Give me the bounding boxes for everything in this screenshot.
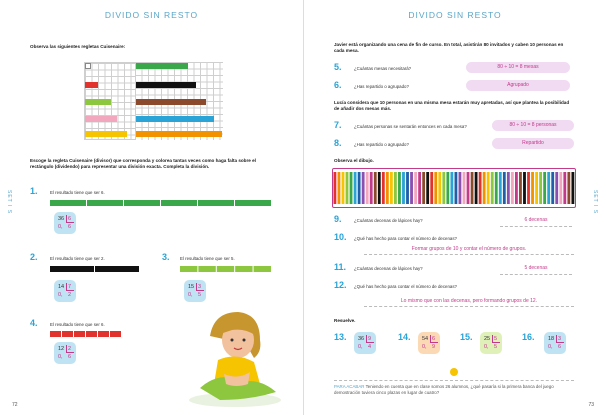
pencil — [483, 172, 486, 204]
pencil — [342, 172, 345, 204]
pencil — [398, 172, 401, 204]
dividend: 15 — [188, 284, 195, 290]
pencil — [551, 172, 554, 204]
dividend: 36 — [358, 336, 365, 342]
pencil — [346, 172, 349, 204]
rod-blue — [136, 116, 214, 122]
dividend: 14 — [58, 284, 65, 290]
quotient: 4 — [368, 344, 372, 350]
remainder: 0, — [188, 292, 193, 298]
dividend-rect — [50, 266, 140, 272]
exercise-number: 14. — [398, 332, 411, 342]
footer-question: Teniendo en cuenta que en clase somos 26 alumnos, ¿qué pasaría si la primera banca del juego demostración tuviera cinco plazas en lugar de cuatro? — [334, 384, 554, 395]
division-line — [196, 290, 204, 291]
answer-pill: Agrupado — [466, 80, 570, 91]
quotient: 6 — [558, 344, 562, 350]
answer-line — [500, 226, 572, 227]
pencil — [422, 172, 425, 204]
exercise-text: El resultado tiene que ser 2. — [50, 256, 105, 261]
right-page — [303, 0, 606, 415]
remainder: 0, — [58, 354, 63, 360]
pencil — [434, 172, 437, 204]
pencil — [475, 172, 478, 204]
pencil — [402, 172, 405, 204]
question-text: ¿Has repartido o agrupado? — [354, 142, 409, 147]
division-line — [556, 342, 564, 343]
question-number: 6. — [334, 80, 342, 90]
dividend: 54 — [422, 336, 429, 342]
quotient: 2 — [68, 292, 72, 298]
page-title: DIVIDO SIN RESTO — [104, 10, 199, 20]
pencil — [378, 172, 381, 204]
page-number: 72 — [12, 402, 18, 408]
division-line — [492, 342, 500, 343]
exercise-text: El resultado tiene que ser 6. — [50, 322, 105, 327]
question-number: 12. — [334, 280, 347, 290]
question-text: ¿Cuántas decenas de lápices hay? — [354, 218, 423, 223]
exercise-text: El resultado tiene que ser 5. — [180, 256, 235, 261]
pencil — [390, 172, 393, 204]
pencil — [426, 172, 429, 204]
pencil — [463, 172, 466, 204]
divisor: 3 — [558, 336, 562, 342]
observe-text: Observa el dibujo. — [334, 158, 374, 163]
footer-label: PARA ACABAR — [334, 384, 365, 389]
pencil — [350, 172, 353, 204]
remainder: 0, — [548, 344, 553, 350]
divisor: 2 — [68, 346, 72, 352]
pencils-box — [332, 168, 576, 208]
pencil — [442, 172, 445, 204]
rod-red — [85, 82, 98, 88]
pencil — [559, 172, 562, 204]
pencil — [406, 172, 409, 204]
resuelve-text: Resuelve. — [334, 318, 356, 323]
dividend-rect — [50, 200, 272, 206]
pencil — [527, 172, 530, 204]
pencil — [394, 172, 397, 204]
pencil — [450, 172, 453, 204]
answer-text: 6 decenas — [524, 217, 548, 223]
pencil — [382, 172, 385, 204]
exercise-number: 3. — [162, 252, 170, 262]
divisor: 5 — [494, 336, 498, 342]
pencil — [487, 172, 490, 204]
pencil — [386, 172, 389, 204]
pencil — [455, 172, 458, 204]
rod-green — [136, 63, 188, 69]
answer-line — [364, 306, 574, 307]
pencil — [374, 172, 377, 204]
rod-orange — [136, 131, 222, 137]
divisor: 6 — [68, 216, 72, 222]
pencil — [547, 172, 550, 204]
pencil — [503, 172, 506, 204]
pencil — [366, 172, 369, 204]
pencil — [471, 172, 474, 204]
answer-pill: 80 ÷ 10 = 8 personas — [492, 120, 574, 131]
question-number: 8. — [334, 138, 342, 148]
page-title: DIVIDO SIN RESTO — [408, 10, 502, 20]
rod-yellow — [85, 131, 127, 137]
dividend: 12 — [58, 346, 65, 352]
pencils-drawing — [333, 169, 575, 207]
pencil — [507, 172, 510, 204]
rod-lime — [85, 99, 111, 105]
pencil — [414, 172, 417, 204]
intro-text: Lucía considera que 10 personas en una misma mesa estarán muy apretadas, así que plantea la posibilidad de añadir dos mesas más. — [334, 100, 570, 111]
answer-line — [500, 274, 572, 275]
division-line — [66, 290, 74, 291]
exercise-number: 1. — [30, 186, 38, 196]
dividend: 36 — [58, 216, 65, 222]
division-line — [430, 342, 438, 343]
division-line — [366, 342, 374, 343]
pencil — [430, 172, 433, 204]
pencil — [467, 172, 470, 204]
divider — [334, 380, 574, 381]
pencil — [358, 172, 361, 204]
pencil — [563, 172, 566, 204]
exercise-number: 2. — [30, 252, 38, 262]
pencil — [555, 172, 558, 204]
answer-text: 5 decenas — [524, 265, 548, 271]
question-number: 11. — [334, 262, 347, 272]
division-line — [66, 222, 74, 223]
intro-text: Javier está organizando una cena de fin de curso. En total, asistirán 80 invitados y caben 10 personas en cada mesa. — [334, 42, 564, 53]
quotient: 5 — [198, 292, 202, 298]
exercise-number: 13. — [334, 332, 347, 342]
pencil — [370, 172, 373, 204]
girl-illustration — [180, 300, 290, 408]
exercise-number: 15. — [460, 332, 473, 342]
answer-line — [364, 254, 574, 255]
dividend-rect — [50, 331, 122, 337]
answer-text: Formar grupos de 10 y contar el número de grupos. — [411, 246, 527, 252]
lightbulb-icon — [450, 368, 458, 376]
remainder: 0, — [422, 344, 427, 350]
rod-white — [85, 63, 91, 69]
exercise-number: 4. — [30, 318, 38, 328]
pencil — [334, 172, 337, 204]
remainder: 0, — [58, 224, 63, 230]
quotient: 9 — [432, 344, 436, 350]
pencil — [491, 172, 494, 204]
answer-pill: 80 ÷ 10 = 8 mesas — [466, 62, 570, 73]
page-number: 73 — [588, 402, 594, 408]
pencil — [362, 172, 365, 204]
pencil — [459, 172, 462, 204]
rod-brown — [136, 99, 206, 105]
pencil — [511, 172, 514, 204]
pencil — [531, 172, 534, 204]
rod-black — [136, 82, 196, 88]
pencil — [338, 172, 341, 204]
pencil — [571, 172, 574, 204]
pencil — [438, 172, 441, 204]
question-text: ¿Qué has hecho para contar el número de decenas? — [354, 284, 458, 289]
question-number: 10. — [334, 232, 347, 242]
pencil — [539, 172, 542, 204]
dividend: 25 — [484, 336, 491, 342]
question-text: ¿Qué has hecho para contar el número de decenas? — [354, 236, 458, 241]
remainder: 0, — [58, 292, 63, 298]
question-number: 7. — [334, 120, 342, 130]
answer-pill: Repartido — [492, 138, 574, 149]
divisor: 3 — [198, 284, 202, 290]
pencil — [515, 172, 518, 204]
question-text: ¿Cuántas decenas de lápices hay? — [354, 266, 423, 271]
intro-text: Observa las siguientes regletas Cuisenaire: — [30, 44, 126, 49]
divisor: 7 — [68, 284, 72, 290]
question-text: ¿Cuántas personas se sentarán entonces en cada mesa? — [354, 124, 467, 129]
pencil — [543, 172, 546, 204]
pencil — [354, 172, 357, 204]
remainder: 0, — [484, 344, 489, 350]
exercise-number: 16. — [522, 332, 535, 342]
divisor: 9 — [368, 336, 372, 342]
question-number: 5. — [334, 62, 342, 72]
divisor: 6 — [432, 336, 436, 342]
answer-text: Lo mismo que con las decenas, pero formando grupos de 12. — [400, 298, 538, 304]
exercise-text: El resultado tiene que ser 6. — [50, 190, 105, 195]
footer-text — [334, 384, 574, 396]
side-label: SET I S — [592, 190, 598, 215]
pencil — [410, 172, 413, 204]
instruction-text: Escoge la regleta Cuisenaire (divisor) que corresponda y colorea tantas veces como haga falta sobre el rectángulo (dividendo) para representar una división exacta. Completa la división. — [30, 158, 256, 169]
pencil — [418, 172, 421, 204]
pencil — [535, 172, 538, 204]
dividend-rect — [180, 266, 272, 272]
question-text: ¿Has repartido o agrupado? — [354, 84, 409, 89]
quotient: 6 — [68, 224, 72, 230]
question-number: 9. — [334, 214, 342, 224]
pencil — [479, 172, 482, 204]
pencil — [446, 172, 449, 204]
pencil — [519, 172, 522, 204]
question-text: ¿Cuántas mesas necesitará? — [354, 66, 412, 71]
dividend: 18 — [548, 336, 555, 342]
quotient: 5 — [494, 344, 498, 350]
division-line — [66, 352, 74, 353]
remainder: 0, — [358, 344, 363, 350]
pencil — [495, 172, 498, 204]
pencil — [523, 172, 526, 204]
quotient: 6 — [68, 354, 72, 360]
pencil — [499, 172, 502, 204]
side-label: SET I S — [6, 190, 12, 215]
rod-pink — [85, 116, 117, 122]
pencil — [567, 172, 570, 204]
